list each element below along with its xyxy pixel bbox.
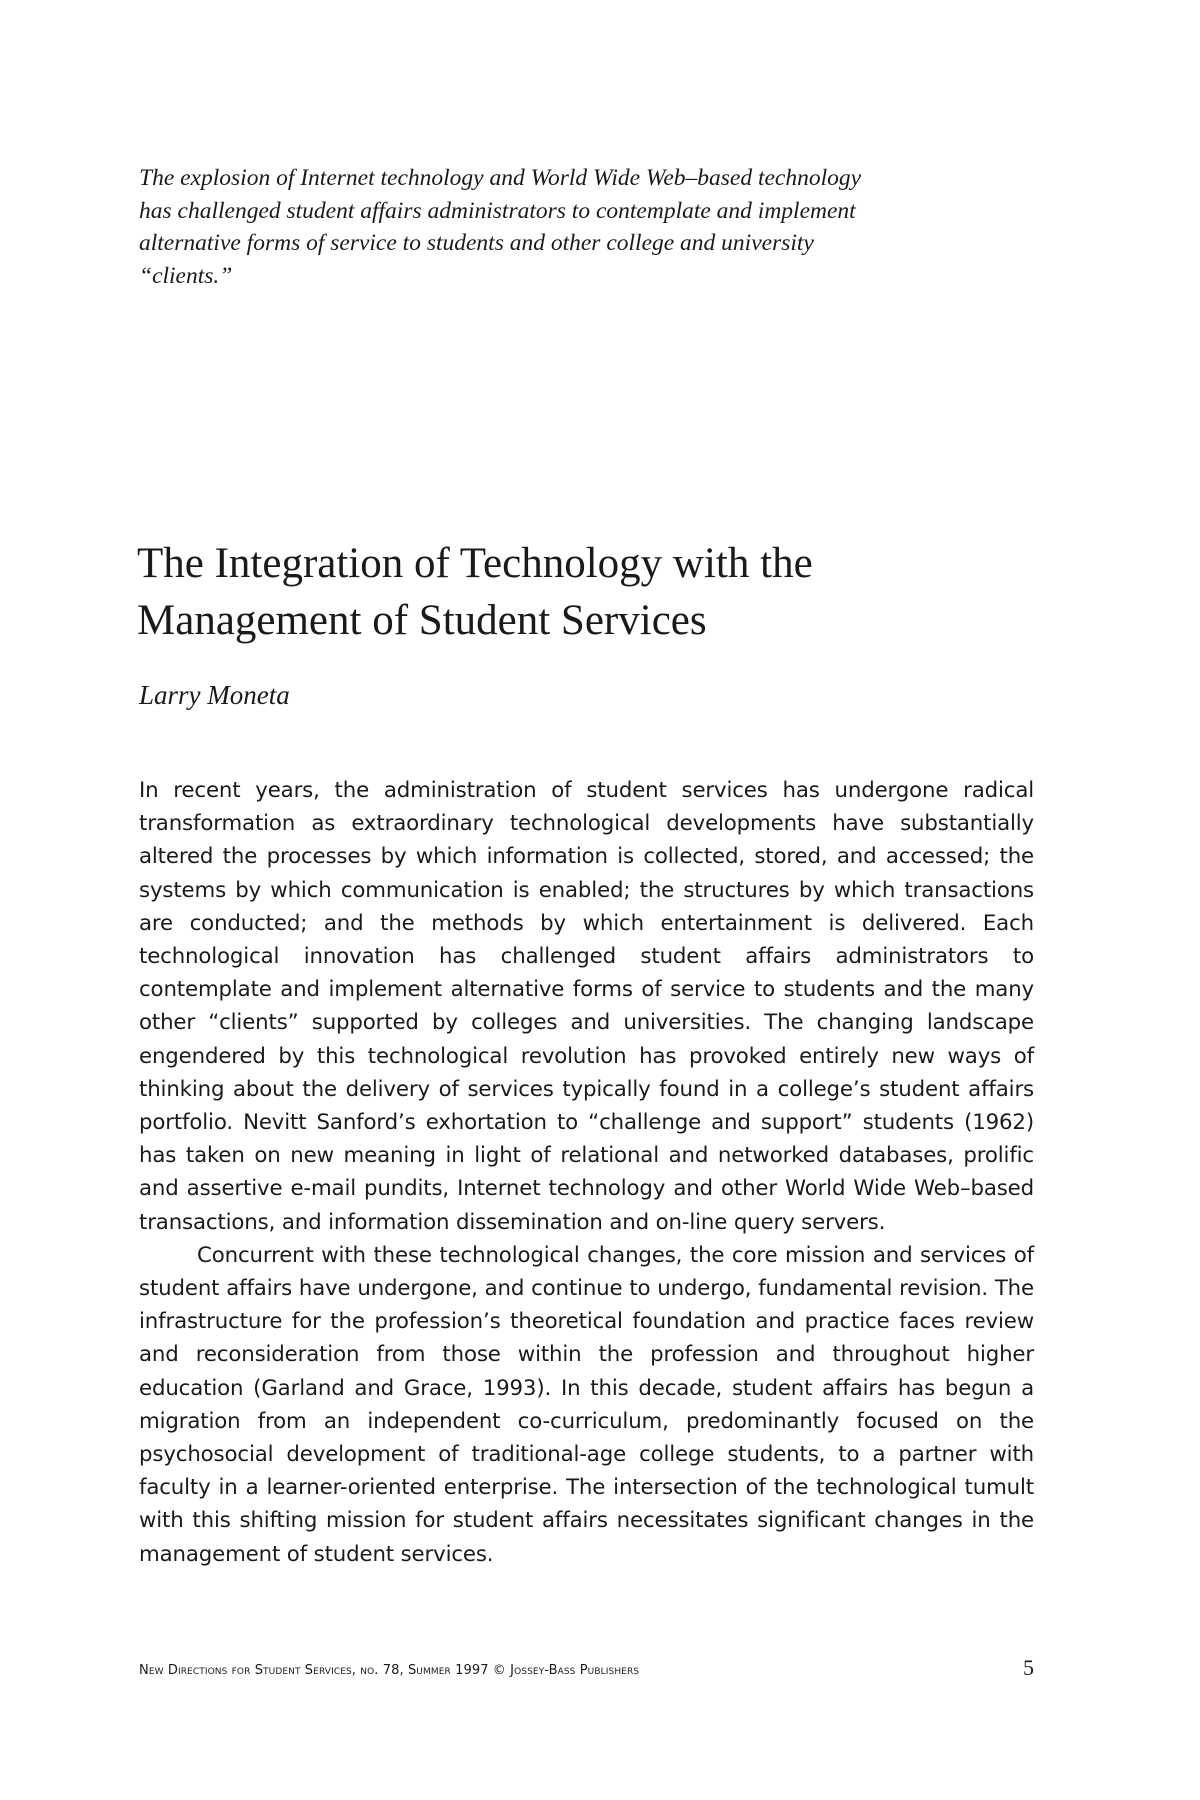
author-name: Larry Moneta — [139, 680, 290, 710]
body-paragraph-2: Concurrent with these technological changes, the core mission and services of student affairs have undergone, and continue to undergo, fundamental revision. The infrastructure for the profession’s theoretical foundation and practice faces review and reconsideration from those within the profession and throughout higher education (Garland and Grace, 1993). In this decade, student affairs has begun a migration from an independent co-curriculum, predominantly focused on the psychosocial development of traditional-age college students, to a partner with faculty in a learner-oriented enterprise. The intersection of the technological tumult with this shifting mission for student affairs necessitates significant changes in the management of student services. — [139, 1242, 1034, 1567]
journal-citation: New Directions for Student Services, no. 78, Summer 1997 © Jossey-Bass Publishers — [139, 1663, 640, 1678]
page-footer — [139, 1655, 1034, 1685]
chapter-title — [137, 535, 1037, 649]
body-paragraph-1: In recent years, the administration of student services has undergone radical transformation as extraordinary technological developments have substantially altered the processes by which information is collected, stored, and accessed; the systems by which communication is enabled; the structures by which transactions are conducted; and the methods by which entertainment is delivered. Each technological innovation has challenged student affairs administrators to contemplate and implement alternative forms of service to students and the many other “clients” supported by colleges and universities. The changing landscape engendered by this technological revolution has provoked entirely new ways of thinking about the delivery of services typically found in a college’s student affairs portfolio. Nevitt Sanford’s exhortation to “challenge and support” students (1962) has taken on new meaning in light of relational and networked databases, prolific and assertive e-mail pundits, Internet technology and other World Wide Web–based transactions, and information dissemination and on-line query servers. — [139, 778, 1034, 1235]
chapter-title-line-1: The Integration of Technology with the — [137, 540, 813, 587]
chapter-abstract: The explosion of Internet technology and World Wide Web–based technology has challenged student affairs administrators to contemplate and implement alternative forms of service to students and other college and university “clients.” — [139, 165, 862, 289]
body-text — [139, 774, 1034, 1571]
chapter-title-line-2: Management of Student Services — [137, 597, 707, 644]
page-number: 5 — [1023, 1655, 1034, 1680]
